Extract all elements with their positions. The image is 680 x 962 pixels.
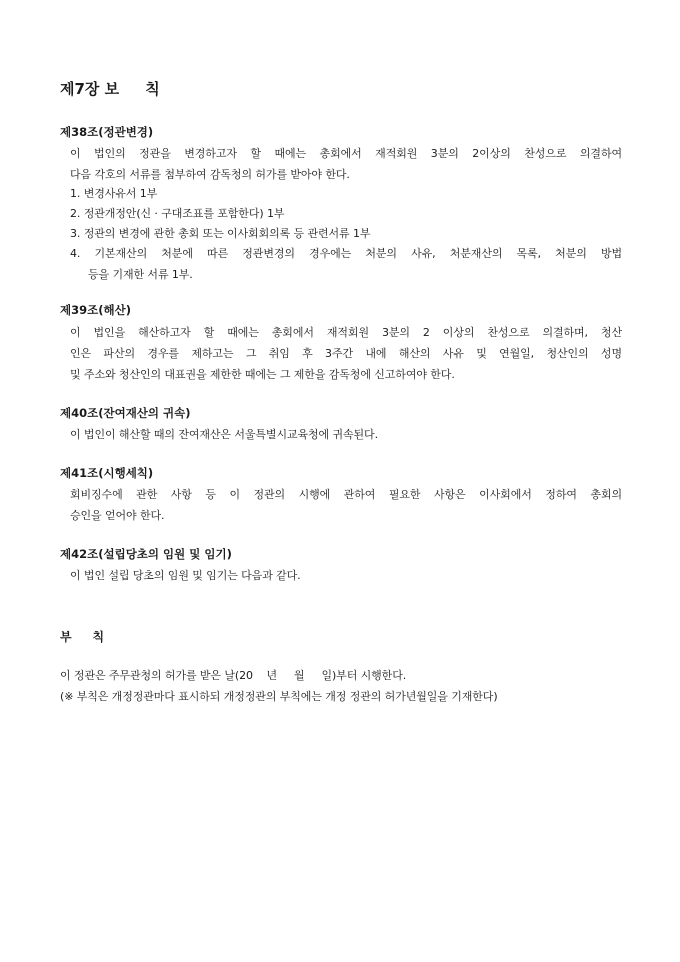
appendix-title: 부 칙 [60, 630, 105, 644]
article-38-item-4: 4. 기본재산의 처분에 따른 정관변경의 경우에는 처분의 사유, 처분재산의 목록, 처분의 방법 [70, 247, 622, 260]
article-38-item-1: 1. 변경사유서 1부 [70, 187, 158, 200]
article-38-item-4-cont: 등을 기재한 서류 1부. [88, 268, 193, 281]
article-39-heading: 제39조(해산) [60, 303, 131, 317]
article-41-line-2: 승인을 얻어야 한다. [70, 509, 165, 522]
article-39-line-2: 인은 파산의 경우를 제하고는 그 취임 후 3주간 내에 해산의 사유 및 연월일, 청산인의 성명 [70, 347, 622, 360]
article-38-line-1: 이 법인의 정관을 변경하고자 할 때에는 총회에서 재적회원 3분의 2이상의 찬성으로 의결하여 [70, 147, 622, 160]
appendix-line-1: 이 정관은 주무관청의 허가를 받은 날(20 년 월 일)부터 시행한다. [60, 669, 407, 682]
article-40-heading: 제40조(잔여재산의 귀속) [60, 406, 191, 420]
article-41-heading: 제41조(시행세칙) [60, 466, 154, 480]
article-42-heading: 제42조(설립당초의 임원 및 임기) [60, 547, 232, 561]
article-39-line-3: 및 주소와 청산인의 대표권을 제한한 때에는 그 제한을 감독청에 신고하여야 한다. [70, 368, 455, 381]
article-38-item-2: 2. 정관개정안(신 · 구대조표를 포함한다) 1부 [70, 207, 285, 220]
article-41-line-1: 회비징수에 관한 사항 등 이 정관의 시행에 관하여 필요한 사항은 이사회에서 정하여 총회의 [70, 488, 622, 501]
article-40-line-1: 이 법인이 해산할 때의 잔여재산은 서울특별시교육청에 귀속된다. [70, 428, 378, 441]
article-39-line-1: 이 법인을 해산하고자 할 때에는 총회에서 재적회원 3분의 2 이상의 찬성으로 의결하며, 청산 [70, 326, 622, 339]
article-42-line-1: 이 법인 설립 당초의 임원 및 임기는 다음과 같다. [70, 569, 301, 582]
appendix-note: (※ 부칙은 개정정관마다 표시하되 개정정관의 부칙에는 개정 정관의 허가년월일을 기재한다) [60, 690, 498, 703]
chapter-title: 제7장 보 칙 [60, 80, 160, 98]
article-38-heading: 제38조(정관변경) [60, 125, 154, 139]
article-38-item-3: 3. 정관의 변경에 관한 총회 또는 이사회회의록 등 관련서류 1부 [70, 227, 371, 240]
article-38-line-2: 다음 각호의 서류를 첨부하여 감독청의 허가를 받아야 한다. [70, 168, 350, 181]
